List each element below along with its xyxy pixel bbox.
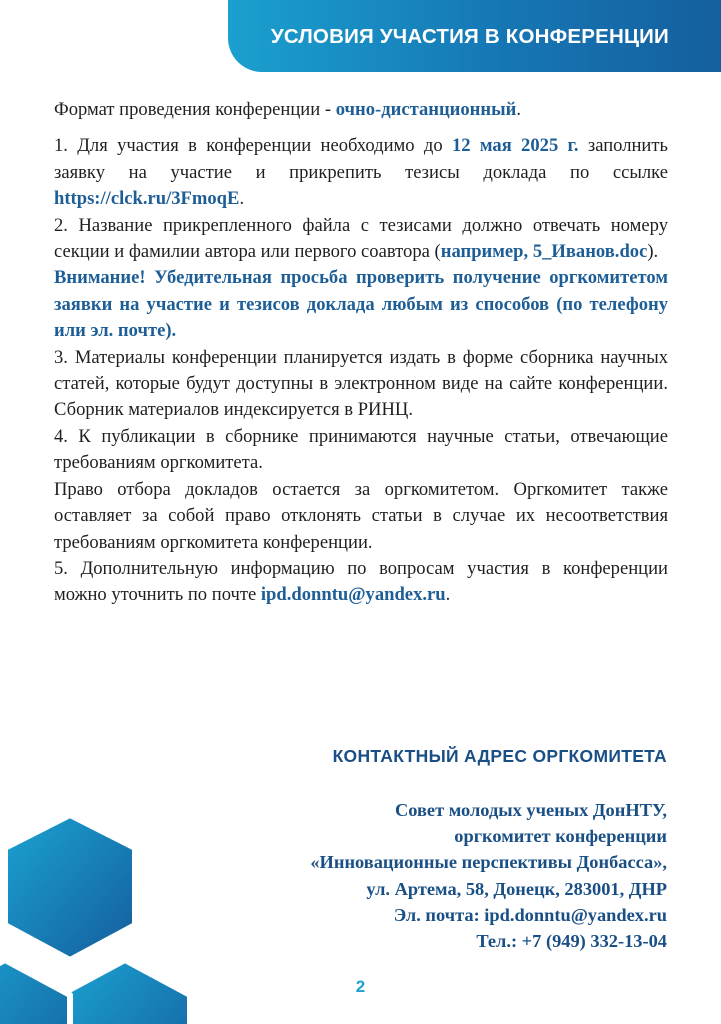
contact-line: «Инновационные перспективы Донбасса», — [310, 852, 667, 873]
contact-line: Эл. почта: ipd.donntu@yandex.ru — [393, 904, 667, 925]
format-value: очно-дистанционный — [335, 99, 517, 120]
format-suffix: . — [516, 99, 521, 120]
page-title: УСЛОВИЯ УЧАСТИЯ В КОНФЕРЕНЦИИ — [270, 25, 669, 48]
item-2-end: ). — [647, 241, 659, 263]
item-4: 4. К публикации в сборнике принимаются научные статьи, отвечающие требованиям оргкомитета. — [54, 425, 668, 474]
item-5-text: 5. Дополнительную информацию по вопросам участия в конференции можно уточнить по почте — [54, 557, 668, 606]
contact-title: КОНТАКТНЫЙ АДРЕС ОРГКОМИТЕТА — [332, 746, 667, 766]
item-1 — [54, 133, 668, 212]
contact-line: ул. Артема, 58, Донецк, 283001, ДНР — [366, 878, 667, 899]
format-label: Формат проведения конференции - — [54, 99, 336, 120]
application-link[interactable]: https://clck.ru/3FmoqE — [54, 188, 240, 210]
format-paragraph — [54, 97, 668, 123]
contact-email-link[interactable]: ipd.donntu@yandex.ru — [260, 584, 446, 606]
item-2 — [54, 213, 668, 266]
notice-paragraph: Внимание! Убедительная просьба проверить получение оргкомитетом заявки на участие и тезисов доклада любым из способов (по телефону или эл. почте). — [54, 267, 668, 342]
deadline-date: 12 мая 2025 г. — [451, 135, 579, 157]
item-1-end: . — [239, 188, 245, 210]
rights-paragraph: Право отбора докладов остается за оргкомитетом. Оргкомитет также оставляет за собой право отклонять статьи в случае их несоответствия требованиям оргкомитета конференции. — [54, 478, 668, 553]
contact-line: Совет молодых ученых ДонНТУ, — [394, 800, 667, 820]
item-2-text: 2. Название прикрепленного файла с тезисами должно отвечать номеру секции и фамилии автора или первого соавтора ( — [54, 214, 668, 263]
page-number: 2 — [355, 977, 366, 996]
contact-line: Тел.: +7 (949) 332-13-04 — [476, 931, 667, 952]
hexagon-shape — [5, 815, 135, 960]
header-band — [228, 0, 721, 72]
item-5 — [54, 556, 668, 609]
item-1-text: 1. Для участия в конференции необходимо до — [54, 135, 452, 157]
item-1-text-cont: заполнить заявку на участие и прикрепить тезисы доклада по ссылке — [54, 135, 668, 183]
contact-address-block — [207, 797, 667, 954]
item-3: 3. Материалы конференции планируется издать в форме сборника научных статей, которые будут доступны в электронном виде на сайте конференции. Сборник материалов индексируется в РИНЦ. — [54, 346, 668, 421]
item-5-end: . — [445, 584, 451, 606]
conditions-body — [54, 97, 668, 609]
contact-line: оргкомитет конференции — [454, 826, 667, 847]
filename-example: например, 5_Иванов.doc — [440, 241, 648, 263]
